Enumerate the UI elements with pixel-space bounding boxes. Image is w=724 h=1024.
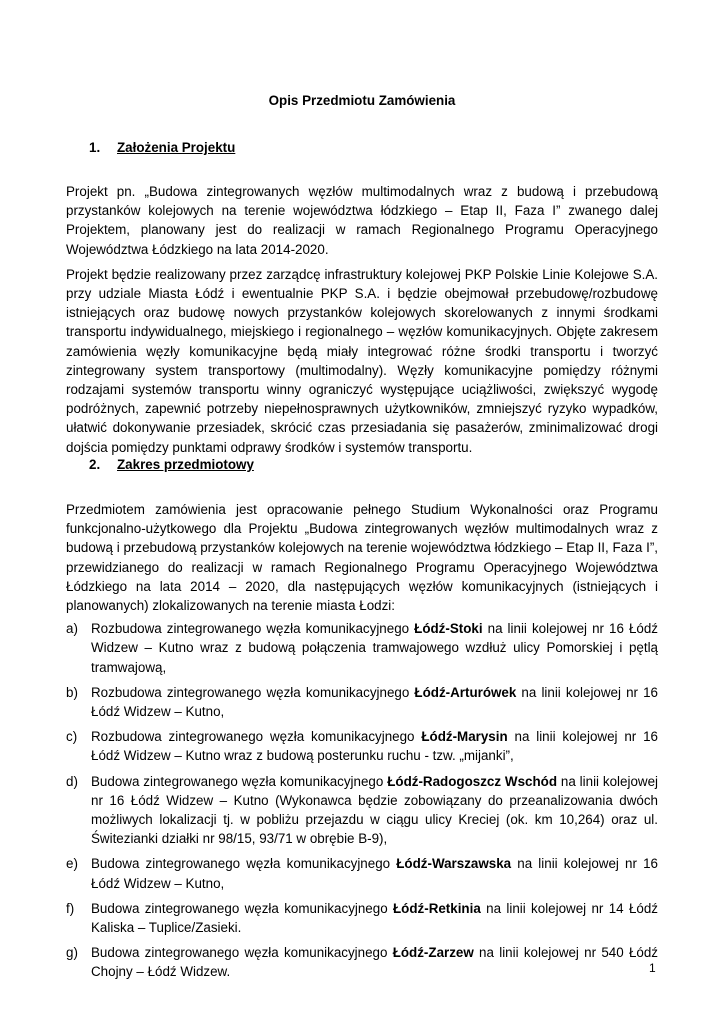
section-1-body — [66, 182, 658, 463]
section-1-heading — [89, 140, 235, 155]
node-name: Łódź-Retkinia — [393, 900, 481, 916]
section-1-number: 1. — [89, 140, 101, 155]
list-text: na linii kolejowej nr 14 Łódź Kaliska – Tuplice/Zasieki. — [91, 900, 658, 936]
list-text: na linii kolejowej nr 16 Łódź Widzew – Kutno wraz z budową posterunku ruchu - tzw. „mijanki”, — [91, 729, 658, 764]
section-1-title: Założenia Projektu — [117, 140, 236, 155]
node-name: Łódź-Radogoszcz Wschód — [387, 773, 557, 789]
list-letter: b) — [66, 684, 78, 700]
list-text: Budowa zintegrowanego węzła komunikacyjnego — [91, 945, 393, 961]
list-text: Rozbudowa zintegrowanego węzła komunikacyjnego — [91, 729, 422, 745]
list-letter: e) — [66, 856, 78, 872]
node-name: Łódź-Arturówek — [414, 684, 517, 700]
section-2-heading — [89, 457, 254, 472]
list-item — [66, 772, 658, 849]
node-name: Łódź-Zarzew — [392, 945, 474, 961]
list-text: na linii kolejowej nr 16 Łódź Widzew – Kutno, — [91, 684, 658, 720]
section-1-paragraph-2: Projekt będzie realizowany przez zarządcę infrastruktury kolejowej PKP Polskie Linie Kolejowe S.A. przy udziale Miasta Łódź i ewentualnie PKP S.A. i będzie obejmował przebudowę/rozbudowę istniejących oraz budowę nowych przystanków kolejowych skorelowanych z innymi środkami transportu indywidualnego, miejskiego i regionalnego – węzłów komunikacyjnych. Objęte zakresem zamówienia węzły komunikacyjne będą miały integrować różne środki transportu i tworzyć zintegrowany system transportowy (multimodalny). Węzły komunikacyjne pomiędzy różnymi rodzajami systemów transportu winny ograniczyć występujące uciążliwości, zwiększyć wygodę podróżnych, zapewnić potrzeby niepełnosprawnych użytkowników, zmniejszyć ryzyko wypadków, ułatwić dokonywanie przesiadek, skrócić czas przesiadania się pasażerów, zminimalizować drogi dojścia pomiędzy punktami odprawy środków i systemów transportu. — [66, 266, 658, 455]
list-item — [66, 899, 658, 937]
list-letter: a) — [66, 621, 78, 637]
node-name: Łódź-Stoki — [414, 621, 483, 637]
section-2-title: Zakres przedmiotowy — [117, 457, 254, 472]
node-name: Łódź-Marysin — [421, 729, 508, 745]
list-item — [66, 854, 658, 892]
node-name: Łódź-Warszawska — [396, 856, 512, 872]
node-list — [66, 619, 658, 981]
page-number: 1 — [649, 961, 656, 975]
section-2-number: 2. — [89, 457, 101, 472]
list-text: na linii kolejowej nr 16 Łódź Widzew – Kutno, — [91, 856, 658, 891]
document-title: Opis Przedmiotu Zamówienia — [268, 93, 456, 108]
list-item — [66, 683, 658, 721]
list-text: Budowa zintegrowanego węzła komunikacyjnego — [91, 900, 393, 916]
list-letter: f) — [66, 900, 75, 916]
list-letter: d) — [66, 773, 78, 789]
section-1-paragraph-1: Projekt pn. „Budowa zintegrowanych węzłów multimodalnych wraz z budową i przebudową przystanków kolejowych na terenie województwa łódzkiego – Etap II, Faza I” zwanego dalej Projektem, planowany jest do realizacji w ramach Regionalnego Programu Operacyjnego Województwa Łódzkiego na lata 2014-2020. — [66, 184, 658, 257]
list-item — [66, 727, 658, 765]
list-text: na linii kolejowej nr 540 Łódź Chojny – Łódź Widzew. — [91, 945, 658, 980]
list-text: Rozbudowa zintegrowanego węzła komunikacyjnego — [91, 621, 415, 637]
list-text: na linii kolejowej nr 16 Łódź Widzew – Kutno (Wykonawca będzie zobowiązany do przeanalizowania dwóch możliwych lokalizacji tj. w pobliżu przejazdu w ciągu ulicy Kreciej (ok. km 10,264) oraz ul. Świtezianki działki nr 98/15, 93/71 w obrębie B-9), — [91, 773, 658, 847]
list-letter: g) — [66, 945, 78, 961]
list-text: Budowa zintegrowanego węzła komunikacyjnego — [91, 856, 397, 872]
list-item — [66, 619, 658, 677]
list-text: na linii kolejowej nr 16 Łódź Widzew – Kutno wraz z budową połączenia tramwajowego wzdłuż ulicy Pomorskiej i pętlą tramwajową, — [91, 621, 658, 675]
section-2-intro: Przedmiotem zamówienia jest opracowanie pełnego Studium Wykonalności oraz Programu funkcjonalno-użytkowego dla Projektu „Budowa zintegrowanych węzłów multimodalnych wraz z budową i przebudową przystanków kolejowych na terenie województwa łódzkiego – Etap II, Faza I”, przewidzianego do realizacji w ramach Regionalnego Programu Operacyjnego Województwa Łódzkiego na lata 2014 – 2020, dla następujących węzłów komunikacyjnych (istniejących i planowanych) zlokalizowanych na terenie miasta Łodzi: — [66, 502, 658, 614]
list-text: Budowa zintegrowanego węzła komunikacyjnego — [91, 773, 388, 789]
section-2-body — [66, 500, 658, 988]
list-text: Rozbudowa zintegrowanego węzła komunikacyjnego — [91, 684, 415, 700]
list-item — [66, 943, 658, 981]
list-letter: c) — [66, 729, 78, 745]
